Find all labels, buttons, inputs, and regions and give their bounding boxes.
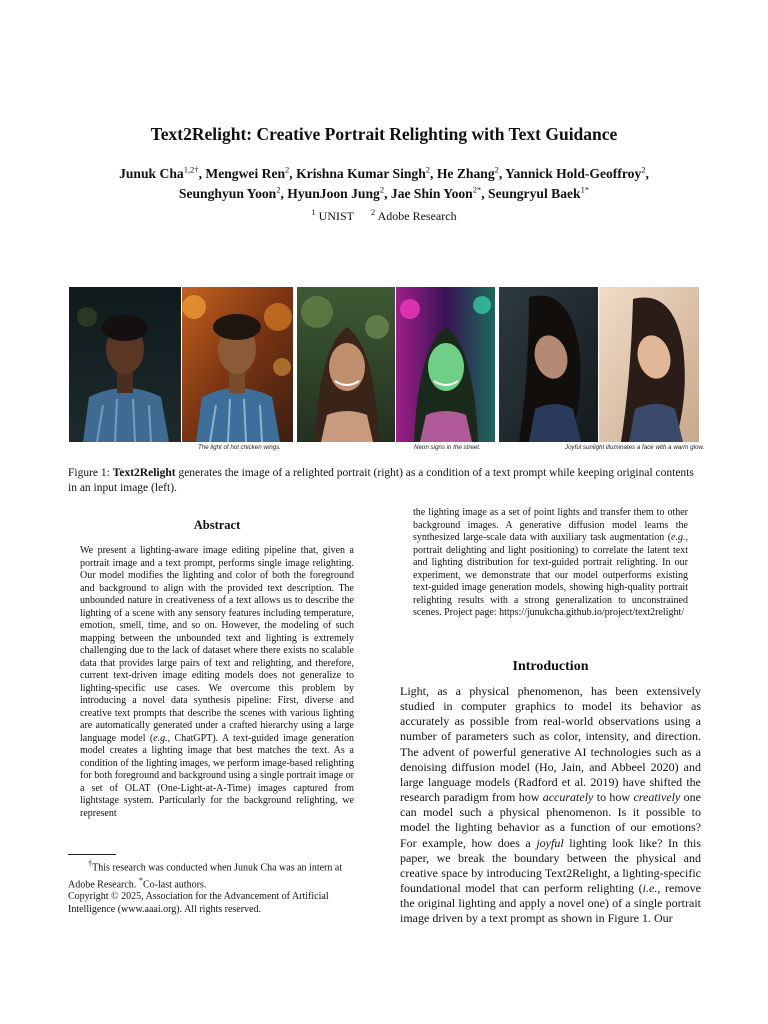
affiliations: [0, 209, 768, 224]
author-line-1: [80, 164, 688, 184]
author-affil-mark: 1,2†: [183, 164, 199, 175]
author-affil-mark: 2: [641, 164, 646, 175]
author-sep: ,: [430, 166, 437, 181]
portrait-photo-input-woman: [297, 287, 395, 442]
author-name: Yannick Hold-Geoffroy: [505, 166, 642, 181]
author-name: HyunJoon Jung: [287, 186, 380, 201]
footnote-mark: †: [88, 859, 93, 868]
author-sep: ,: [384, 186, 391, 201]
figure-caption-text: generates the image of a relighted portrait (right) as a condition of a text prompt while keeping original contents in an input image (left).: [68, 467, 694, 494]
affil-mark: 1: [311, 207, 316, 217]
figure-caption: [68, 466, 702, 496]
abstract-text-part: ChatGPT). A text-guided image generation model creates a lighting image that best matches the text. As a condition of the lighting images, we perform image-based relighting for both foreground and background using a single portrait image or a set of OLAT (One-Light-at-A-Time) images captured from lightstage system. Particularly for the background relighting, we represent: [80, 732, 355, 819]
figure-1: [69, 287, 699, 442]
author-affil-mark: 2: [276, 184, 281, 195]
intro-text-part: to how: [593, 790, 634, 805]
figure-subcaption-1: The light of hot chicken wings.: [198, 444, 281, 451]
intro-text-part: lighting look like? In this paper, we break the boundary between the physical and creative space by introducing Text2Relight, a lighting-specific foundational model that can perform relighting (: [400, 835, 701, 896]
affil-mark: 2: [371, 207, 376, 217]
abstract-text: [80, 545, 354, 820]
intro-emph: accurately: [542, 790, 594, 805]
footnote-mark: *: [138, 875, 143, 885]
introduction-text: [400, 684, 701, 927]
intro-emph: joyful: [536, 835, 564, 850]
author-sep: ,: [198, 166, 206, 181]
footnote-rule: [68, 854, 116, 855]
abstract-heading: Abstract: [193, 518, 241, 532]
portrait-photo-relit-woman-2-warm: [599, 287, 699, 442]
affil-name: UNIST: [318, 209, 355, 223]
author-affil-mark: 1*: [580, 184, 590, 195]
abstract-text-part: portrait delighting and light positioning) to correlate the latent text and lighting distribution for text-guided portrait relighting. In our experiment, we demonstrate that our model outperforms existing text-guided image generation models, showing high-quality portrait relighting results with a strong generalization to unconstrained scenes. Project page: https://junukcha.github.io/project/text2relight/: [413, 544, 688, 618]
author-list: [80, 164, 688, 204]
intro-text-part: one can model such a physical phenomenon. Is it possible to model the lighting behavior as a function of our emotions? For example, how does a: [400, 790, 701, 850]
copyright-notice: Copyright © 2025, Association for the Advancement of Artificial Intelligence (www.aaai.org). All rights reserved.: [68, 891, 329, 915]
affil-name: Adobe Research: [377, 209, 457, 223]
author-affil-mark: 2: [285, 164, 290, 175]
author-name: Mengwei Ren: [205, 166, 286, 181]
portrait-photo-relit-man: [182, 287, 293, 442]
footnote-text: Co-last authors.: [142, 879, 207, 891]
paper-title: Text2Relight: Creative Portrait Relighting with Text Guidance: [150, 124, 618, 144]
author-sep: ,: [645, 166, 649, 181]
figure-label: Figure 1:: [68, 467, 110, 479]
intro-text-part: Light, as a physical phenomenon, has been extensively studied in computer graphics to model its behavior as accurately as possible from real-world observations using a number of parameters such as color, intensity, and direction. The advent of powerful generative AI technologies such as a denoising diffusion model (Ho, Jain, and Abbeel 2020) and large language models (Radford et al. 2019) have shifted the research paradigm from how: [400, 684, 701, 805]
intro-emph: creatively: [633, 790, 681, 805]
figure-caption-bold: Text2Relight: [112, 467, 176, 479]
introduction-heading: Introduction: [512, 659, 589, 674]
abstract-text-part: the lighting image as a set of point lights and transfer them to other background images. A generative diffusion model learns the synthesized large-scale data with auxiliary task augmentation (: [413, 507, 688, 543]
author-name: Seunghyun Yoon: [178, 186, 277, 201]
author-sep: ,: [280, 186, 288, 201]
author-name: Seungryul Baek: [488, 186, 581, 201]
abstract-text-part: We present a lighting-aware image editing pipeline that, given a portrait image and a text prompt, performs single image relighting. Our model modifies the lighting and color of both the foreground and background to align with the provided text description. The unbounded nature in creativeness of a text allows us to describe the lighting of a scene with any sensory features including temperature, emotion, smell, time, and so on. However, the modeling of such mapping between the unbounded text and lighting is extremely challenging due to the lack of dataset where there exists no scalable data that provides large pairs of text and relighting, and therefore, current text-driven image editing models does not generalize to lighting-specific use cases. We overcome this problem by introducing a novel data synthesis pipeline: First, diverse and creative text prompts that describe the scenes with various lighting are automatically generated under a crafted hierarchy using a large language model (: [80, 545, 354, 744]
intro-emph: i.e.,: [642, 881, 661, 896]
author-line-2: [80, 184, 688, 204]
portrait-photo-input-man: [69, 287, 181, 442]
footnotes: [68, 858, 364, 916]
portrait-photo-input-woman-2: [499, 287, 598, 442]
intro-text-part: remove the original lighting and apply a novel one) of a single portrait image driven by a text prompt as shown in Figure 1. Our: [400, 881, 702, 926]
portrait-photo-relit-woman-neon: [396, 287, 495, 442]
author-affil-mark: 2: [379, 184, 385, 195]
author-affil-mark: 2: [425, 164, 431, 175]
author-name: He Zhang: [436, 166, 495, 181]
figure-subcaption-2: Neon signs in the street.: [414, 444, 481, 451]
abstract-continued-text: [413, 507, 688, 620]
abstract-emph: e.g.,: [671, 532, 688, 543]
author-sep: ,: [498, 166, 506, 181]
author-name: Junuk Cha: [119, 166, 184, 181]
author-affil-mark: 2: [494, 164, 499, 175]
author-sep: ,: [481, 186, 489, 201]
author-name: Krishna Kumar Singh: [296, 166, 426, 181]
figure-subcaption-3: Joyful sunlight illuminates a face with a warm glow.: [565, 444, 705, 451]
footnote-1: [68, 858, 364, 891]
abstract-emph: e.g.,: [153, 732, 171, 744]
footnote-text: This research was conducted when Junuk Cha was an intern at Adobe Research.: [68, 862, 343, 891]
author-affil-mark: 2*: [472, 184, 482, 195]
author-sep: ,: [289, 166, 297, 181]
author-name: Jae Shin Yoon: [390, 186, 473, 201]
